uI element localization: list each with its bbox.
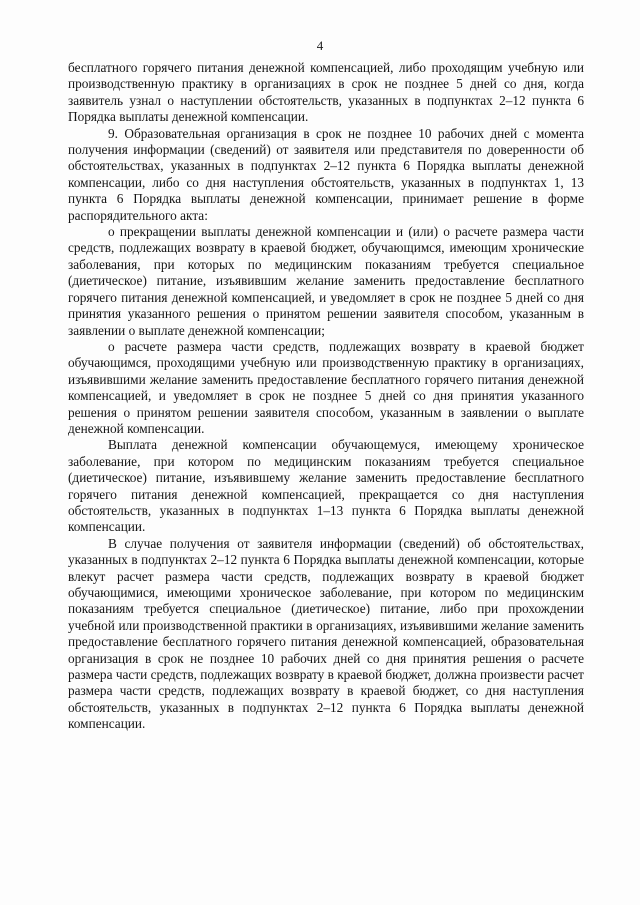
- page-number: 4: [316, 38, 324, 53]
- paragraph-payment-termination: Выплата денежной компенсации обучающемуся, имеющему хроническое заболевание, при котором по медицинским показаниям требуется специальное (диетическое) питание, изъявившему желание заменить предоставление бесплатного горячего питания денежной компенсацией, прекращается со дня наступления обстоятельств, указанных в подпунктах 1–13 пункта 6 Порядка выплаты денежной компенсации.: [68, 437, 584, 535]
- paragraph-calculation-decision: о расчете размера части средств, подлежащих возврату в краевой бюджет обучающимся, проходящими учебную или производственную практику в организациях, изъявившими желание заменить предоставление бесплатного горячего питания денежной компенсацией, и уведомляет в срок не позднее 5 дней со дня принятия указанного решения о принятом решении заявителя способом, указанным в заявлении о выплате денежной компенсации.: [68, 338, 584, 436]
- paragraph-clause-9: 9. Образовательная организация в срок не позднее 10 рабочих дней с момента получения информации (сведений) от заявителя или представителя по доверенности об обстоятельствах, указанных в подпунктах 2–12 пункта 6 Порядка выплаты денежной компенсации, либо со дня наступления обстоятельств, указанных в подпунктах 1, 13 пункта 6 Порядка выплаты денежной компенсации, принимает решение в форме распорядительного акта:: [68, 125, 584, 223]
- paragraph-continuation: бесплатного горячего питания денежной компенсацией, либо проходящим учебную или производственную практику в организациях в срок не позднее 5 дней со дня, когда заявитель узнал о наступлении обстоятельств, указанных в подпунктах 2–12 пункта 6 Порядка выплаты денежной компенсации.: [68, 60, 584, 125]
- document-body: [68, 60, 584, 733]
- paragraph-refund-calculation: В случае получения от заявителя информации (сведений) об обстоятельствах, указанных в подпунктах 2–12 пункта 6 Порядка выплаты денежной компенсации, которые влекут расчет размера части средств, подлежащих возврату в краевой бюджет обучающимися, имеющими хроническое заболевание, при котором по медицинским показаниям требуется специальное (диетическое) питание, либо при прохождении учебной или производственной практики в организациях, изъявившими желание заменить предоставление бесплатного горячего питания денежной компенсацией, образовательная организация в срок не позднее 10 рабочих дней со дня принятия решения о расчете размера части средств, подлежащих возврату в краевой бюджет, должна произвести расчет размера части средств, подлежащих возврату в краевой бюджет, со дня наступления обстоятельств, указанных в подпунктах 2–12 пункта 6 Порядка выплаты денежной компенсации.: [68, 535, 584, 732]
- paragraph-termination-decision: о прекращении выплаты денежной компенсации и (или) о расчете размера части средств, подлежащих возврату в краевой бюджет, обучающимся, имеющим хронические заболевания, при которых по медицинским показаниям требуется специальное (диетическое) питание, изъявившим желание заменить предоставление бесплатного горячего питания денежной компенсацией, и уведомляет в срок не позднее 5 дней со дня принятия указанного решения о принятом решении заявителя способом, указанным в заявлении о выплате денежной компенсации;: [68, 224, 584, 338]
